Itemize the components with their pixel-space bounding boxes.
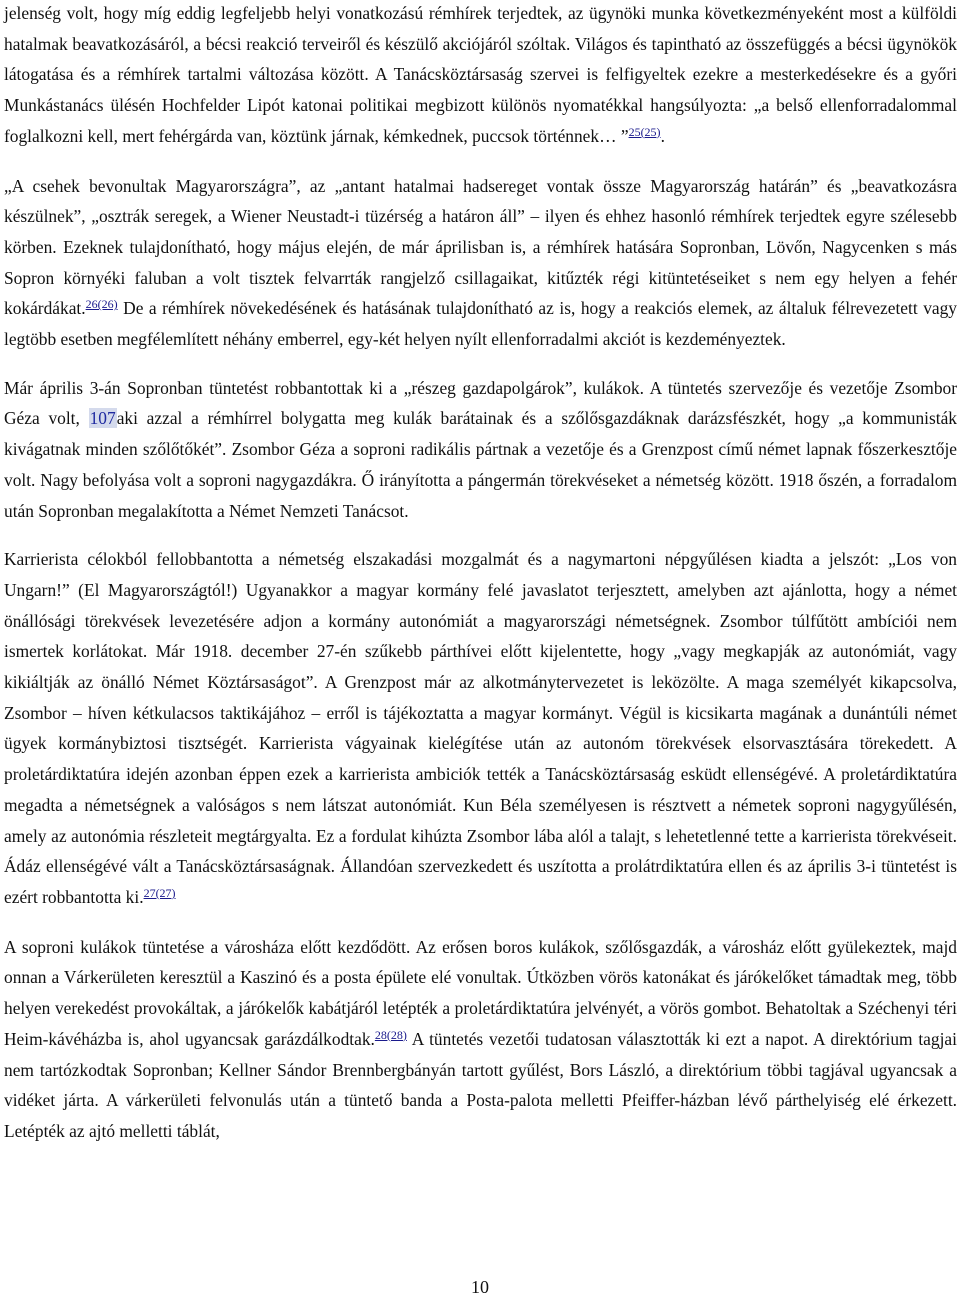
paragraph-5 xyxy=(4,932,957,1147)
footnote-link-28[interactable]: 28(28) xyxy=(374,1027,407,1042)
page-marker-107[interactable]: 107 xyxy=(89,408,116,429)
paragraph-4-text: Karrierista célokból fellobbantotta a németség elszakadási mozgalmát és a nagymartoni népgyűlésen kiadta a jelszót: „Los von Ungarn!” (El Magyarországtól!) Ugyanakkor a magyar kormány felé javaslatot terjesztett, amelyben azt ajánlotta, hogy a német önállósági törekvések levezetésére adjon a kormány autonómiát a magyarországi németségnek. Zsombor túlfűtött ambíciói nem ismertek korlátokat. Már 1918. december 27-én szűkebb párthívei előtt kijelentette, hogy „vagy megkapják az autonómiát, vagy kikiáltják az önálló Német Köztársaságot”. A Grenzpost már az alkotmánytervezetet is leközölte. A maga személyét kikapcsolva, Zsombor – híven kétkulacsos taktikájához – erről is tájékoztatta a magyar kormányt. Végül is kicsikarta magának a dunántúli német ügyek kormánybiztosi tisztségét. Karrierista vágyainak kielégítése után az autonóm törekvések elsorvasztására törekedett. A proletárdiktatúra idején azonban éppen ezek a karrierista ambiciók tették a Tanácsköztársaság esküdt ellenségévé. A proletárdiktatúra megadta a németségnek a valóságos s nem látszat autonómiát. Kun Béla személyesen is résztvett a németek soproni nagygyűlésén, amely az autonómia részleteit megtárgyalta. Ez a fordulat kihúzta Zsombor lába alól a talajt, s lehetetlenné tette a karrierista törekvéseit. Ádáz ellenségévé vált a Tanácsköztársaságnak. Állandóan szervezkedett és uszította a prolátrdiktatúra ellen és az április 3-i tüntetést is ezért robbantotta ki. xyxy=(4,549,957,907)
paragraph-1 xyxy=(4,0,957,152)
paragraph-3-text: Már április 3-án Sopronban tüntetést robbantottak ki a „részeg gazdapolgárok”, kulákok. A tüntetés szervezője és vezetője Zsombor Géza volt, xyxy=(4,377,957,429)
paragraph-5-text: A soproni kulákok tüntetése a városháza előtt kezdődött. Az erősen boros kulákok, szőlősgazdák, a városház előtt gyülekeztek, majd onnan a Várkerületen keresztül a Kaszinó és a posta épülete elé vonultak. Útközben vörös katonákat és járókelőket támadtak meg, több helyen verekedést provokáltak, a járókelők kabátjáról letépték a proletárdiktatúra jelvényét, a vörös gombot. Behatoltak a Széchenyi téri Heim-kávéházba is, ahol ugyancsak garázdálkodtak. xyxy=(4,936,957,1049)
paragraph-4 xyxy=(4,544,957,912)
paragraph-5-text-end: A tüntetés vezetői tudatosan választották ki ezt a napot. A direktórium tagjai nem tartózkodtak Sopronban; Kellner Sándor Brennbergbányán tartott gyűlést, Bors László, a direktórium többi tagjával ugyancsak a vidéket járta. A várkerületi felvonulás után a tüntető banda a Posta-palota melletti Pfeiffer-házban lévő párthelyiség elé érkezett. Letépték az ajtó melletti táblát, xyxy=(4,1028,957,1141)
paragraph-1-text-end: . xyxy=(660,125,665,146)
paragraph-2-text-end: De a rémhírek növekedésének és hatásának tulajdonítható az is, hogy a reakciós elemek, az általuk félrevezetett vagy legtöbb esetben megfélemlített néhány emberrel, egy-két helyen nyílt ellenforradalmi akciót is kezdeményeztek. xyxy=(4,298,957,350)
page-number: 10 xyxy=(471,1277,489,1297)
paragraph-2-text: „A csehek bevonultak Magyarországra”, az „antant hatalmai hadsereget vontak össze Magyarország határán” és „beavatkozásra készülnek”, „osztrák seregek, a Wiener Neustadt-i tüzérség a határon áll” – ilyen és ehhez hasonló rémhírek terjedtek egyre szélesebb körben. Ezeknek tulajdonítható, hogy május elején, de már áprilisban is, a rémhírek hatására Sopronban, Lövőn, Nagycenken s más Sopron környéki faluban a volt tisztek felvarrták rangjelző csillagaikat, kitűzték régi kitüntetéseiket s nem egy helyen a fehér kokárdákat. xyxy=(4,175,957,319)
paragraph-3-text-end: aki azzal a rémhírrel bolygatta meg kulák barátainak és a szőlősgazdáknak darázsfészkét, hogy „a kommunisták kivágatnak minden szőlőtőkét”. Zsombor Géza a soproni radikális pártnak a vezetője és a Grenzpost című német lapnak főszerkesztője volt. Nagy befolyása volt a soproni nagygazdákra. Ő irányította a pángermán törekvéseket a németség között. 1918 őszén, a forradalom után Sopronban megalakította a Német Nemzeti Tanácsot. xyxy=(4,408,957,521)
document-body xyxy=(4,0,957,1147)
paragraph-2 xyxy=(4,171,957,355)
footnote-link-25[interactable]: 25(25) xyxy=(628,124,661,139)
paragraph-3 xyxy=(4,373,957,527)
paragraph-1-text: jelenség volt, hogy míg eddig legfeljebb helyi vonatkozású rémhírek terjedtek, az ügynöki munka következményeként most a külföldi hatalmak beavatkozásáról, a bécsi reakció terveiről és készülő akciójáról szóltak. Világos és tapintható az összefüggés a bécsi ügynökök látogatása és a rémhírek tartalmi változása között. A Tanácsköztársaság szervei is felfigyeltek ezekre a mesterkedésekre és a győri Munkástanács ülésén Hochfelder Lipót katonai politikai megbizott különös nyomatékkal hangsúlyozta: „a belső ellenforradalommal foglalkozni kell, mert fehérgárda van, köztünk járnak, kémkednek, puccsok történnek… ” xyxy=(4,3,957,146)
footnote-link-27[interactable]: 27(27) xyxy=(143,885,176,900)
footnote-link-26[interactable]: 26(26) xyxy=(85,297,118,312)
